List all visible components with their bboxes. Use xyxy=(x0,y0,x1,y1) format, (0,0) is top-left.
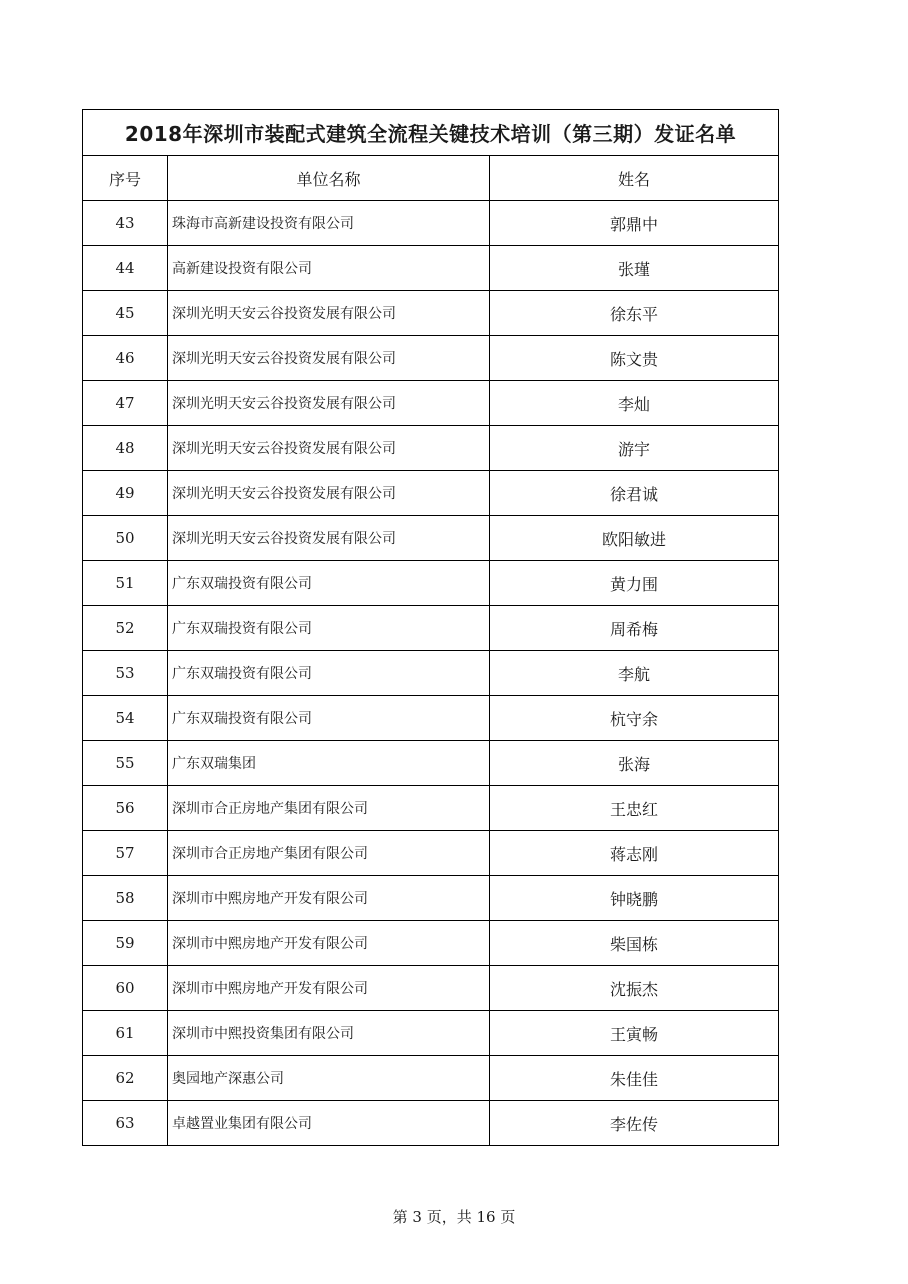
row-number: 59 xyxy=(83,921,168,966)
row-number: 47 xyxy=(83,381,168,426)
row-person-name: 徐东平 xyxy=(490,291,779,336)
table-header-row xyxy=(83,156,779,201)
row-person-name: 杭守余 xyxy=(490,696,779,741)
row-number: 52 xyxy=(83,606,168,651)
row-number: 46 xyxy=(83,336,168,381)
row-number: 51 xyxy=(83,561,168,606)
row-unit: 深圳光明天安云谷投资发展有限公司 xyxy=(168,336,490,381)
table-row xyxy=(83,606,779,651)
column-header-no: 序号 xyxy=(83,156,168,201)
table-row xyxy=(83,921,779,966)
table-row xyxy=(83,786,779,831)
row-unit: 卓越置业集团有限公司 xyxy=(168,1101,490,1146)
table-title-row xyxy=(83,110,779,156)
document-sheet xyxy=(82,109,778,1146)
row-number: 45 xyxy=(83,291,168,336)
table-row xyxy=(83,1101,779,1146)
table-row xyxy=(83,1011,779,1056)
row-person-name: 李佐传 xyxy=(490,1101,779,1146)
document-title: 2018年深圳市装配式建筑全流程关键技术培训（第三期）发证名单 xyxy=(83,110,779,156)
table-row xyxy=(83,831,779,876)
table-row xyxy=(83,1056,779,1101)
row-number: 55 xyxy=(83,741,168,786)
row-unit: 珠海市高新建设投资有限公司 xyxy=(168,201,490,246)
table-row xyxy=(83,651,779,696)
table-row xyxy=(83,876,779,921)
row-unit: 广东双瑞投资有限公司 xyxy=(168,561,490,606)
row-number: 48 xyxy=(83,426,168,471)
row-unit: 广东双瑞投资有限公司 xyxy=(168,696,490,741)
row-number: 62 xyxy=(83,1056,168,1101)
table-row xyxy=(83,516,779,561)
row-number: 44 xyxy=(83,246,168,291)
row-unit: 深圳光明天安云谷投资发展有限公司 xyxy=(168,516,490,561)
row-person-name: 王忠红 xyxy=(490,786,779,831)
row-number: 53 xyxy=(83,651,168,696)
table-row xyxy=(83,201,779,246)
table-row xyxy=(83,741,779,786)
row-person-name: 陈文贵 xyxy=(490,336,779,381)
row-unit: 深圳市中熙房地产开发有限公司 xyxy=(168,921,490,966)
row-person-name: 欧阳敏进 xyxy=(490,516,779,561)
row-unit: 深圳光明天安云谷投资发展有限公司 xyxy=(168,291,490,336)
row-person-name: 游宇 xyxy=(490,426,779,471)
row-person-name: 柴国栋 xyxy=(490,921,779,966)
row-unit: 深圳市中熙房地产开发有限公司 xyxy=(168,876,490,921)
row-person-name: 张瑾 xyxy=(490,246,779,291)
row-number: 63 xyxy=(83,1101,168,1146)
row-person-name: 王寅畅 xyxy=(490,1011,779,1056)
page-footer: 第 3 页，共 16 页 xyxy=(392,1208,516,1226)
row-number: 43 xyxy=(83,201,168,246)
row-unit: 广东双瑞集团 xyxy=(168,741,490,786)
row-unit: 深圳市合正房地产集团有限公司 xyxy=(168,831,490,876)
row-unit: 奥园地产深惠公司 xyxy=(168,1056,490,1101)
row-person-name: 徐君诚 xyxy=(490,471,779,516)
row-person-name: 蒋志刚 xyxy=(490,831,779,876)
row-number: 50 xyxy=(83,516,168,561)
table-row xyxy=(83,381,779,426)
column-header-unit: 单位名称 xyxy=(168,156,490,201)
table-row xyxy=(83,966,779,1011)
row-person-name: 周希梅 xyxy=(490,606,779,651)
table-row xyxy=(83,471,779,516)
row-number: 57 xyxy=(83,831,168,876)
row-person-name: 沈振杰 xyxy=(490,966,779,1011)
row-person-name: 钟晓鹏 xyxy=(490,876,779,921)
row-person-name: 朱佳佳 xyxy=(490,1056,779,1101)
row-unit: 深圳光明天安云谷投资发展有限公司 xyxy=(168,471,490,516)
row-person-name: 黄力围 xyxy=(490,561,779,606)
row-number: 60 xyxy=(83,966,168,1011)
row-unit: 广东双瑞投资有限公司 xyxy=(168,651,490,696)
row-number: 61 xyxy=(83,1011,168,1056)
row-unit: 深圳市合正房地产集团有限公司 xyxy=(168,786,490,831)
table-row xyxy=(83,561,779,606)
row-number: 49 xyxy=(83,471,168,516)
row-unit: 高新建设投资有限公司 xyxy=(168,246,490,291)
row-number: 58 xyxy=(83,876,168,921)
table-row xyxy=(83,426,779,471)
certificate-list-table xyxy=(82,109,779,1146)
row-person-name: 李航 xyxy=(490,651,779,696)
table-row xyxy=(83,336,779,381)
row-unit: 广东双瑞投资有限公司 xyxy=(168,606,490,651)
row-number: 54 xyxy=(83,696,168,741)
column-header-name: 姓名 xyxy=(490,156,779,201)
row-person-name: 李灿 xyxy=(490,381,779,426)
table-row xyxy=(83,696,779,741)
row-unit: 深圳光明天安云谷投资发展有限公司 xyxy=(168,381,490,426)
table-row xyxy=(83,246,779,291)
row-unit: 深圳光明天安云谷投资发展有限公司 xyxy=(168,426,490,471)
table-row xyxy=(83,291,779,336)
row-unit: 深圳市中熙房地产开发有限公司 xyxy=(168,966,490,1011)
row-unit: 深圳市中熙投资集团有限公司 xyxy=(168,1011,490,1056)
row-person-name: 张海 xyxy=(490,741,779,786)
row-number: 56 xyxy=(83,786,168,831)
row-person-name: 郭鼎中 xyxy=(490,201,779,246)
